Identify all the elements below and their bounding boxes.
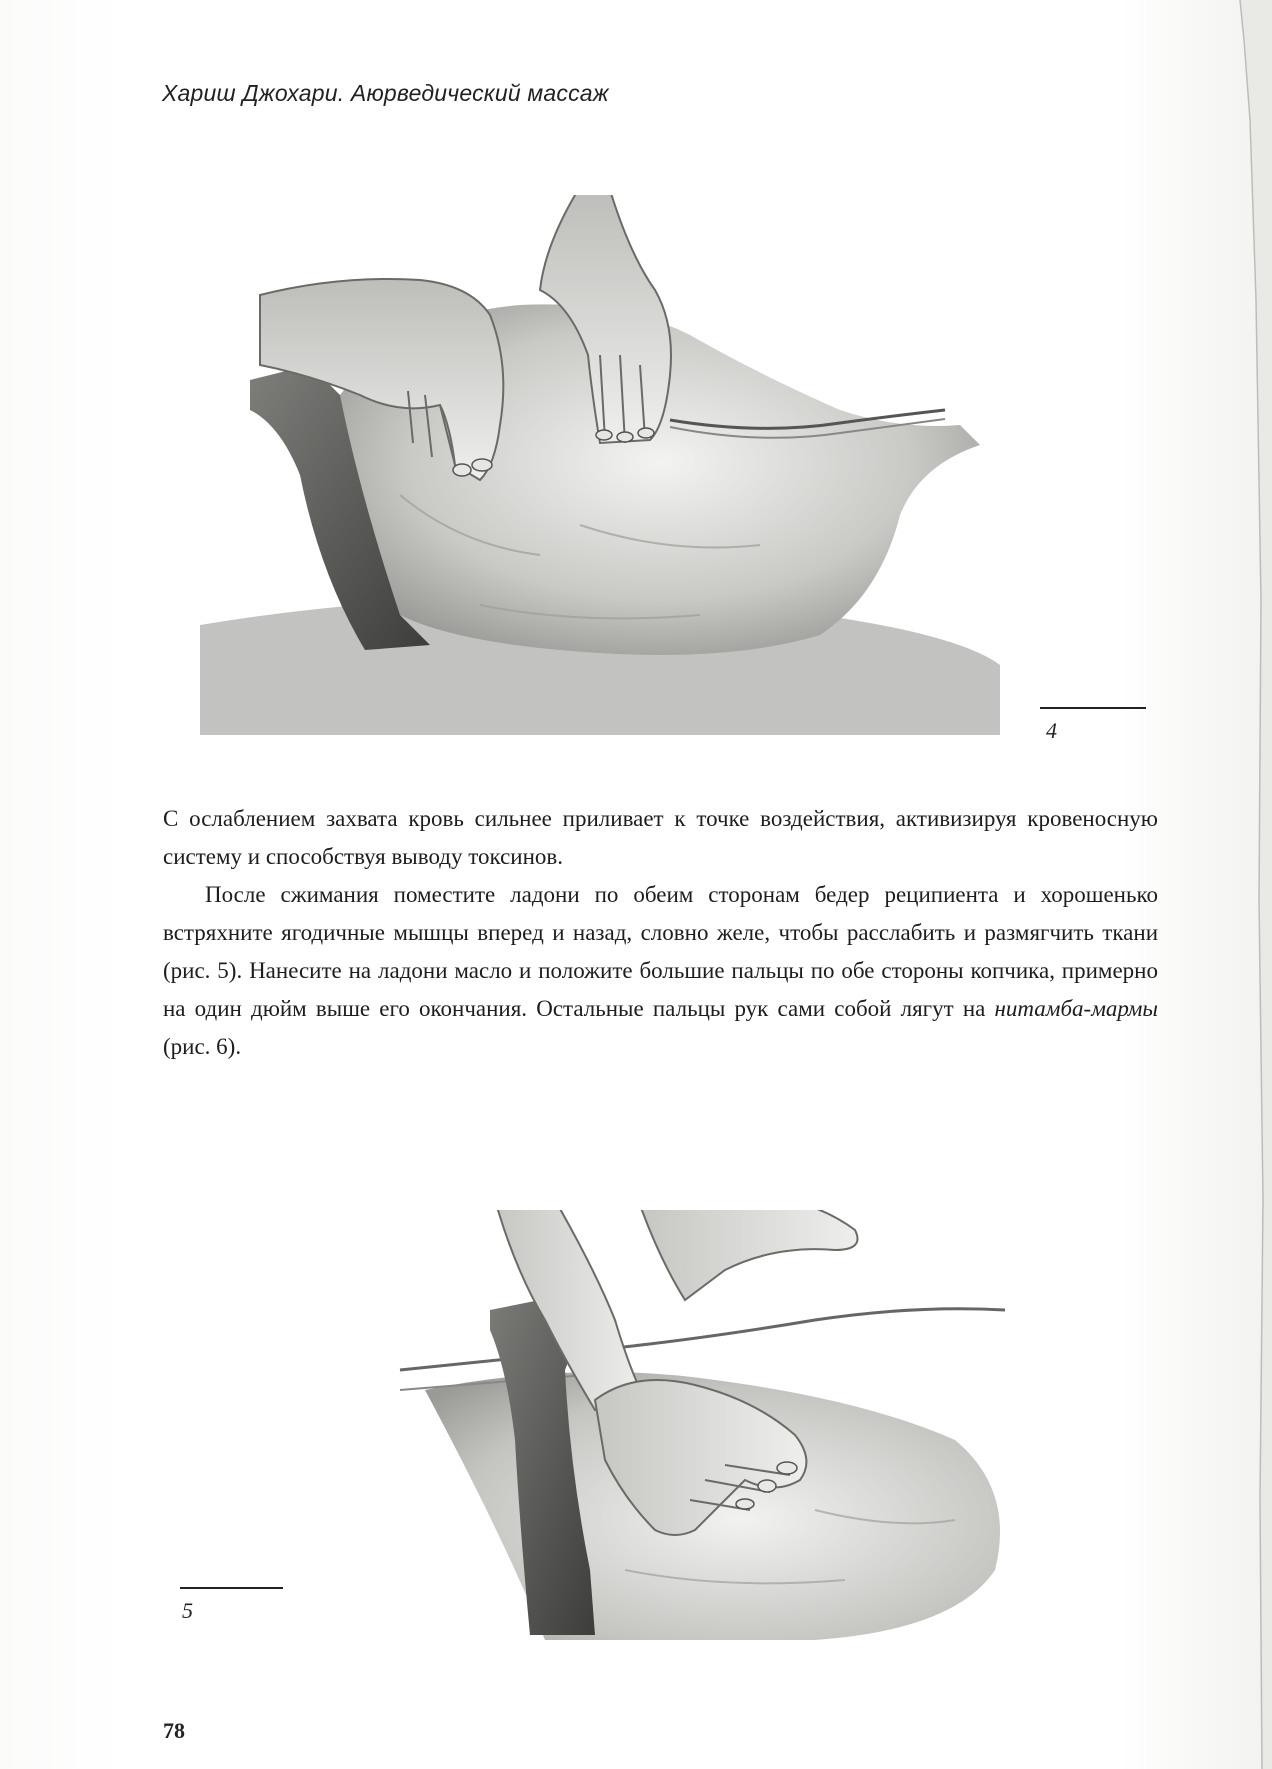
paragraph-2-text-b: (рис. 6). [163, 1034, 242, 1059]
figure-5-illustration [395, 1210, 1065, 1640]
figure-5-label: 5 [182, 1598, 193, 1623]
body-text [163, 800, 1158, 1066]
figure-4-illustration [200, 195, 1000, 735]
torn-page-edge [1232, 0, 1272, 1769]
figure-4-label: 4 [1046, 718, 1057, 743]
figure-4-rule [1040, 707, 1146, 709]
paragraph-2 [163, 876, 1158, 1066]
paragraph-2-text-a: После сжимания поместите ладони по обеим сторонам бедер реципиента и хорошенько встряхните ягодичные мышцы вперед и назад, словно желе, чтобы расслабить и размягчить ткани (рис. 5). Нанесите на ладони масло и положите большие пальцы по обе стороны копчика, примерно на один дюйм выше его окончания. Остальные пальцы рук сами собой лягут на [163, 882, 1158, 1021]
running-head: Хариш Джохари. Аюрведический массаж [162, 80, 609, 106]
marma-term: нитамба-мармы [994, 996, 1158, 1021]
figure-5-rule [180, 1587, 283, 1589]
paragraph-1: С ослаблением захвата кровь сильнее приливает к точке воздействия, активизируя кровеносную систему и способствуя выводу токсинов. [163, 806, 1158, 869]
page-number: 78 [163, 1718, 185, 1743]
